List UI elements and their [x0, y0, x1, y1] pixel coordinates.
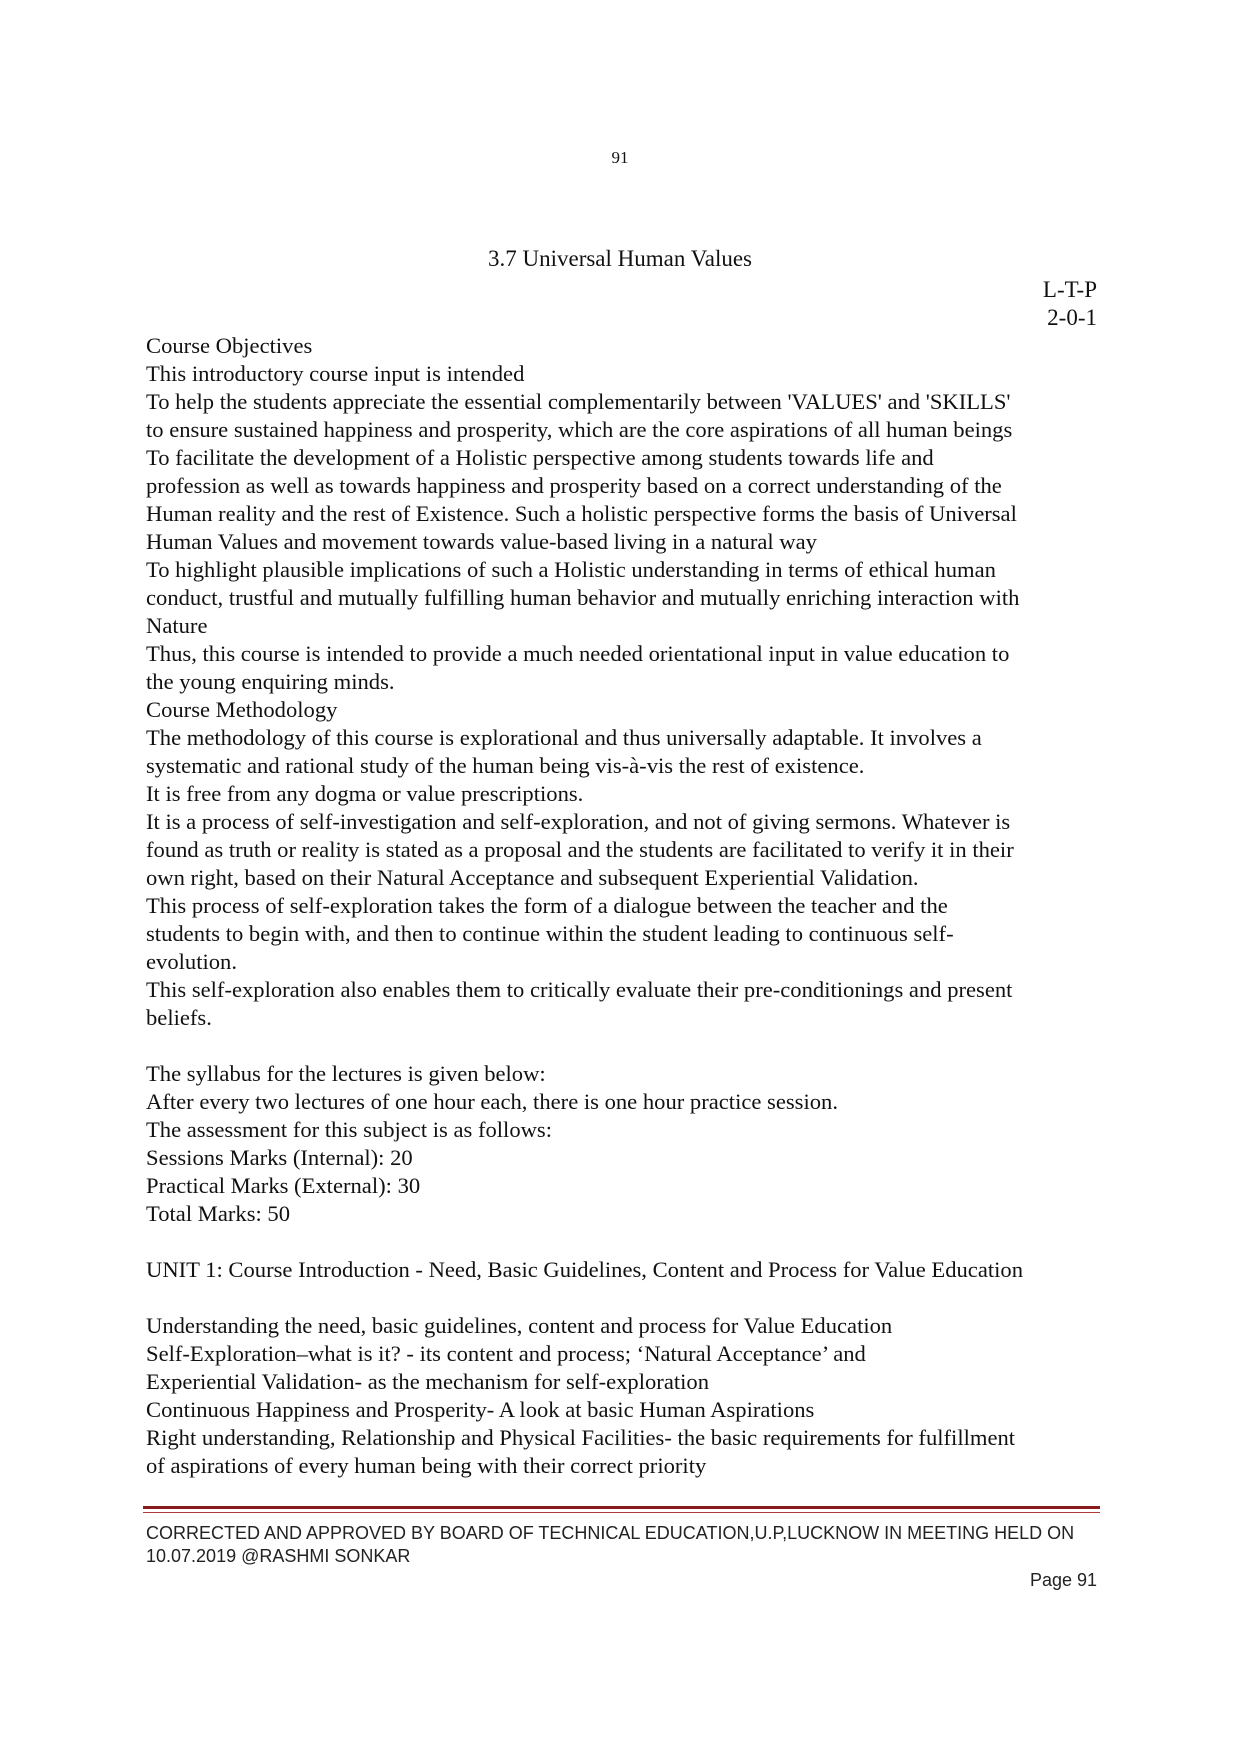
body-line: The methodology of this course is explorational and thus universally adaptable. It involves a	[146, 725, 982, 750]
body-text	[146, 332, 1106, 1480]
blank-line	[146, 1284, 1106, 1312]
footer-rule-thin	[143, 1512, 1100, 1513]
body-line: Right understanding, Relationship and Physical Facilities- the basic requirements for fulfillment	[146, 1425, 1016, 1450]
top-page-number: 91	[611, 148, 629, 167]
body-line: found as truth or reality is stated as a proposal and the students are facilitated to verify it in their	[146, 837, 1014, 862]
footer-note	[146, 1522, 1074, 1568]
footer-line: 10.07.2019 @RASHMI SONKAR	[146, 1546, 411, 1566]
body-line: Sessions Marks (Internal): 20	[146, 1145, 413, 1170]
ltp-value: 2-0-1	[1047, 305, 1097, 330]
body-line: After every two lectures of one hour each, there is one hour practice session.	[146, 1089, 838, 1114]
blank-line	[146, 1228, 1106, 1256]
body-line: Practical Marks (External): 30	[146, 1173, 421, 1198]
body-line: Thus, this course is intended to provide a much needed orientational input in value education to	[146, 641, 1010, 666]
body-line: This process of self-exploration takes the form of a dialogue between the teacher and the	[146, 893, 948, 918]
body-line: the young enquiring minds.	[146, 669, 395, 694]
body-line: To highlight plausible implications of such a Holistic understanding in terms of ethical human	[146, 557, 996, 582]
body-line: of aspirations of every human being with their correct priority	[146, 1453, 707, 1478]
body-line: This self-exploration also enables them to critically evaluate their pre-conditionings and present	[146, 977, 1013, 1002]
body-line: evolution.	[146, 949, 237, 974]
body-line: Human Values and movement towards value-based living in a natural way	[146, 529, 817, 554]
body-line: Human reality and the rest of Existence. Such a holistic perspective forms the basis of Universal	[146, 501, 1017, 526]
body-line: Experiential Validation- as the mechanism for self-exploration	[146, 1369, 709, 1394]
body-line: own right, based on their Natural Acceptance and subsequent Experiential Validation.	[146, 865, 919, 890]
footer-page-number: Page 91	[1029, 1570, 1097, 1590]
ltp-label: L-T-P	[1042, 277, 1097, 302]
body-line: conduct, trustful and mutually fulfilling human behavior and mutually enriching interaction with	[146, 585, 1020, 610]
body-line: The syllabus for the lectures is given below:	[146, 1061, 546, 1086]
body-line: This introductory course input is intended	[146, 361, 525, 386]
body-line: Understanding the need, basic guidelines, content and process for Value Education	[146, 1313, 893, 1338]
body-line: beliefs.	[146, 1005, 212, 1030]
body-line: systematic and rational study of the human being vis-à-vis the rest of existence.	[146, 753, 865, 778]
ltp-block	[1043, 276, 1097, 332]
body-line: Continuous Happiness and Prosperity- A look at basic Human Aspirations	[146, 1397, 815, 1422]
body-line: To help the students appreciate the essential complementarily between 'VALUES' and 'SKILLS'	[146, 389, 1011, 414]
body-line: Nature	[146, 613, 208, 638]
body-line: To facilitate the development of a Holistic perspective among students towards life and	[146, 445, 934, 470]
body-line: Course Methodology	[146, 697, 338, 722]
blank-line	[146, 1032, 1106, 1060]
body-line: UNIT 1: Course Introduction - Need, Basic Guidelines, Content and Process for Value Education	[146, 1257, 1023, 1282]
body-line: students to begin with, and then to continue within the student leading to continuous self-	[146, 921, 954, 946]
body-line: The assessment for this subject is as follows:	[146, 1117, 553, 1142]
body-line: Course Objectives	[146, 333, 313, 358]
body-line: Total Marks: 50	[146, 1201, 291, 1226]
section-title: 3.7 Universal Human Values	[487, 246, 753, 271]
footer-rule	[143, 1506, 1100, 1509]
body-line: profession as well as towards happiness and prosperity based on a correct understanding of the	[146, 473, 1002, 498]
footer-line: CORRECTED AND APPROVED BY BOARD OF TECHNICAL EDUCATION,U.P,LUCKNOW IN MEETING HELD ON	[146, 1523, 1075, 1543]
body-line: to ensure sustained happiness and prosperity, which are the core aspirations of all human beings	[146, 417, 1013, 442]
body-line: It is a process of self-investigation and self-exploration, and not of giving sermons. Whatever is	[146, 809, 1011, 834]
body-line: Self-Exploration–what is it? - its content and process; ‘Natural Acceptance’ and	[146, 1341, 866, 1366]
body-line: It is free from any dogma or value prescriptions.	[146, 781, 584, 806]
